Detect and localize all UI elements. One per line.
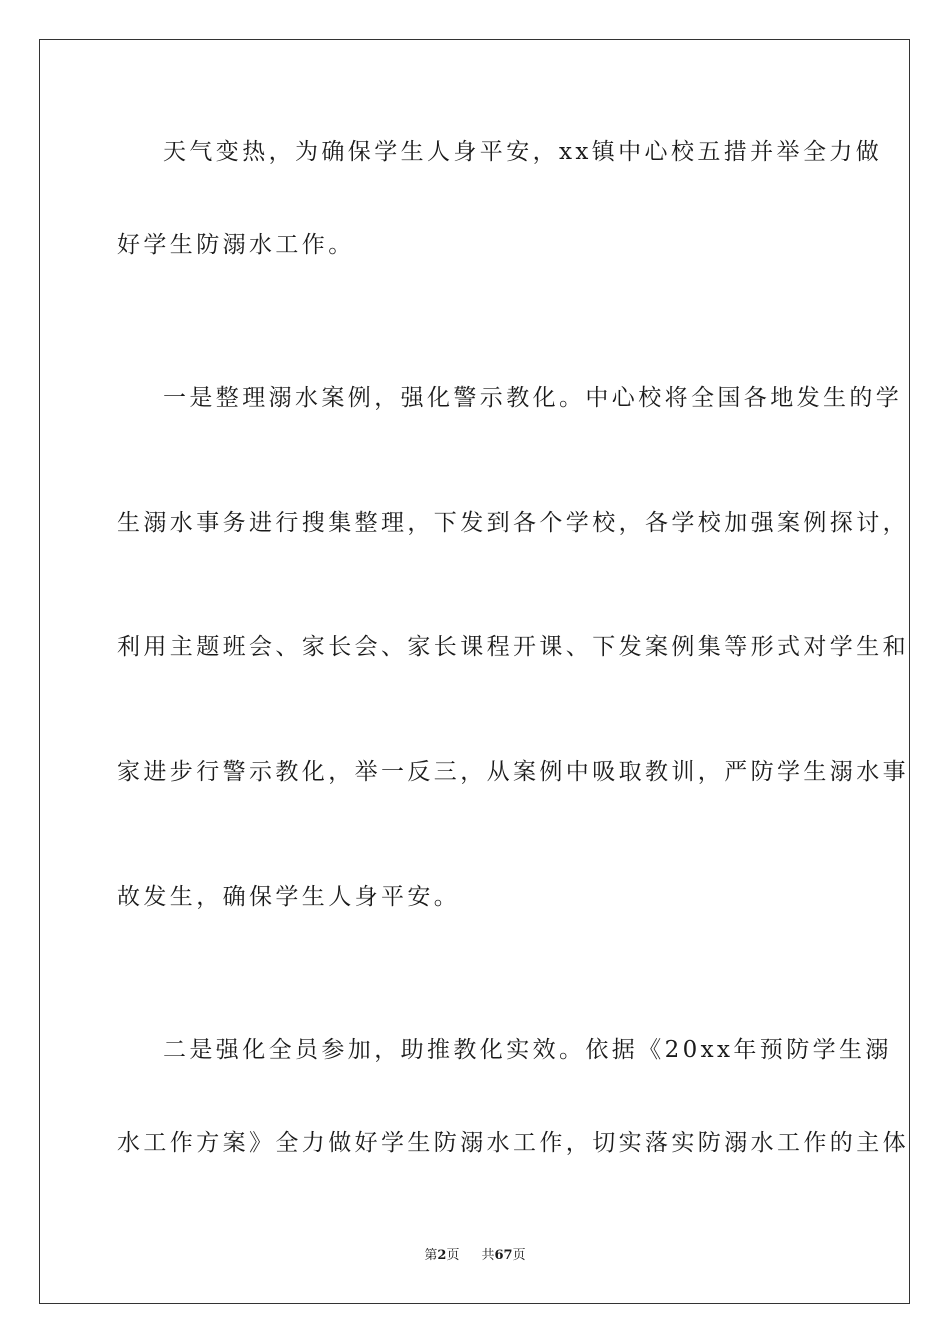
footer-total-pages: 67: [494, 1248, 513, 1263]
paragraph-line: 天气变热，为确保学生人身平安，xx镇中心校五措并举全力做: [163, 139, 883, 165]
paragraph-line: 家进步行警示教化，举一反三，从案例中吸取教训，严防学生溺水事: [117, 759, 909, 785]
footer-total-prefix: 共: [481, 1248, 495, 1263]
paragraph-line: 好学生防溺水工作。: [117, 232, 355, 258]
paragraph-line: 一是整理溺水案例，强化警示教化。中心校将全国各地发生的学: [163, 385, 903, 411]
paragraph-line: 二是强化全员参加，助推教化实效。依据《20xx年预防学生溺: [163, 1037, 892, 1063]
footer-page-number: 2: [437, 1248, 447, 1263]
paragraph-line: 故发生，确保学生人身平安。: [117, 884, 461, 910]
paragraph-line: 生溺水事务进行搜集整理，下发到各个学校，各学校加强案例探讨，: [117, 510, 909, 536]
paragraph-line: 水工作方案》全力做好学生防溺水工作，切实落实防溺水工作的主体: [117, 1130, 909, 1156]
paragraph-line: 利用主题班会、家长会、家长课程开课、下发案例集等形式对学生和: [117, 634, 909, 660]
footer-total-suffix: 页: [512, 1248, 526, 1263]
page-footer: [0, 1247, 950, 1265]
page-border: [39, 39, 910, 1304]
footer-page-prefix: 第: [424, 1248, 438, 1263]
footer-page-suffix: 页: [446, 1248, 460, 1263]
